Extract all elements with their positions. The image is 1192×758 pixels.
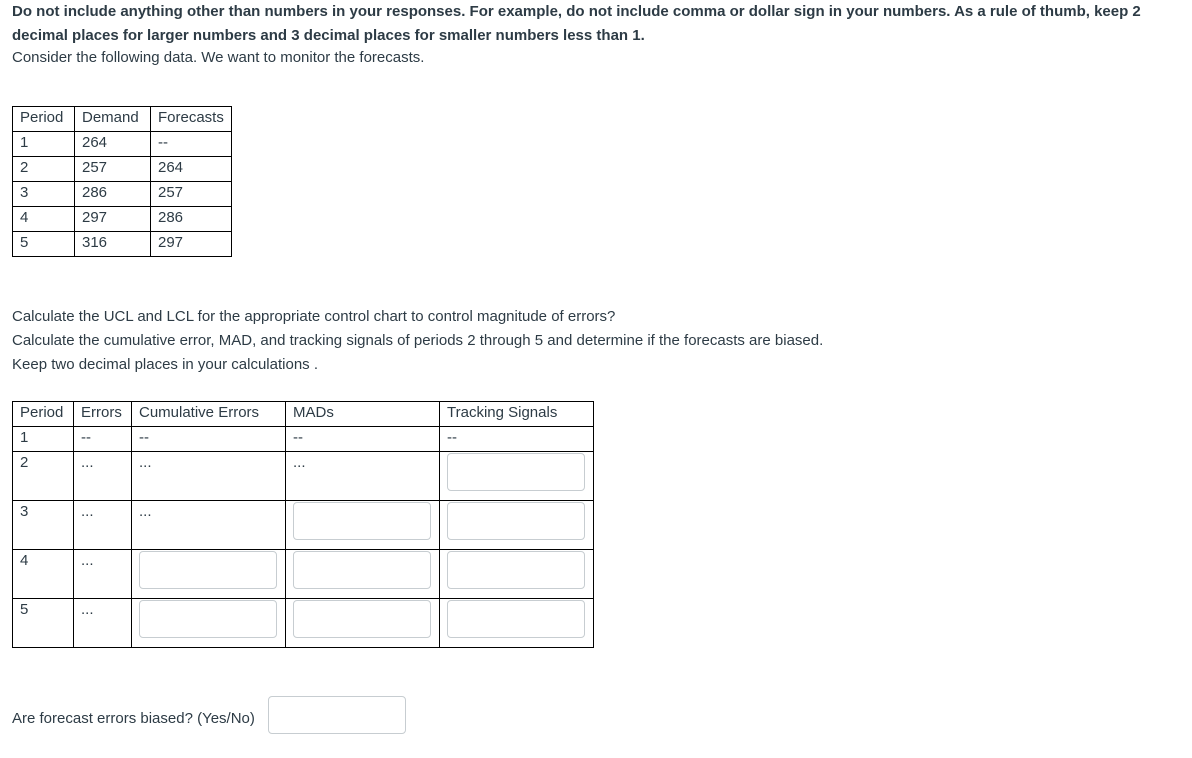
period-cell: 4 (13, 550, 74, 599)
period-cell: 1 (13, 427, 74, 452)
forecast-cell: 257 (151, 182, 232, 207)
period-cell: 5 (13, 232, 75, 257)
cumulative-errors-input-period-5[interactable] (139, 600, 277, 638)
mad-input-period-4[interactable] (293, 551, 431, 589)
demand-cell: 297 (75, 207, 151, 232)
table-header-row (13, 107, 232, 132)
demand-forecast-table (12, 106, 232, 257)
column-header: Errors (74, 402, 132, 427)
tracking-signal-cell (440, 599, 594, 648)
table-row (13, 132, 232, 157)
demand-cell: 257 (75, 157, 151, 182)
mad-cell (286, 550, 440, 599)
period-cell: 5 (13, 599, 74, 648)
errors-cell: ... (74, 550, 132, 599)
table-row (13, 599, 594, 648)
mad-cell (286, 501, 440, 550)
tracking-signal-cell (440, 550, 594, 599)
bias-answer-input[interactable] (268, 696, 406, 734)
forecast-cell: -- (151, 132, 232, 157)
period-cell: 2 (13, 452, 74, 501)
table-header-row (13, 402, 594, 427)
mad-cell: ... (286, 452, 440, 501)
tracking-signal-cell: -- (440, 427, 594, 452)
column-header: Period (13, 402, 74, 427)
tracking-signal-input-period-3[interactable] (447, 502, 585, 540)
question-tracking: Calculate the cumulative error, MAD, and tracking signals of periods 2 through 5 and determine if the forecasts are biased. (12, 332, 824, 349)
bias-question-label: Are forecast errors biased? (Yes/No) (12, 710, 255, 727)
table-row (13, 232, 232, 257)
mad-input-period-3[interactable] (293, 502, 431, 540)
tracking-signal-input-period-4[interactable] (447, 551, 585, 589)
forecast-cell: 286 (151, 207, 232, 232)
column-header: Period (13, 107, 75, 132)
mad-cell (286, 599, 440, 648)
answer-table (12, 401, 594, 648)
column-header: Demand (75, 107, 151, 132)
period-cell: 3 (13, 501, 74, 550)
question-decimals: Keep two decimal places in your calculations . (12, 356, 318, 373)
forecast-cell: 264 (151, 157, 232, 182)
demand-cell: 286 (75, 182, 151, 207)
forecast-cell: 297 (151, 232, 232, 257)
errors-cell: ... (74, 599, 132, 648)
period-cell: 1 (13, 132, 75, 157)
intro-text: Consider the following data. We want to monitor the forecasts. (12, 49, 425, 66)
demand-cell: 264 (75, 132, 151, 157)
column-header: MADs (286, 402, 440, 427)
errors-cell: -- (74, 427, 132, 452)
table-row (13, 501, 594, 550)
instructions-text: Do not include anything other than numbers in your responses. For example, do not include comma or dollar sign in your numbers. As a rule of thumb, keep 2 decimal places for larger numbers and 3 decimal places for smaller numbers less than 1. (12, 3, 1141, 44)
period-cell: 3 (13, 182, 75, 207)
errors-cell: ... (74, 501, 132, 550)
column-header: Forecasts (151, 107, 232, 132)
column-header: Cumulative Errors (132, 402, 286, 427)
table-row (13, 427, 594, 452)
period-cell: 2 (13, 157, 75, 182)
errors-cell: ... (74, 452, 132, 501)
tracking-signal-cell (440, 501, 594, 550)
column-header: Tracking Signals (440, 402, 594, 427)
period-cell: 4 (13, 207, 75, 232)
table-row (13, 157, 232, 182)
cumulative-errors-cell (132, 550, 286, 599)
table-row (13, 452, 594, 501)
table-row (13, 550, 594, 599)
table-row (13, 207, 232, 232)
cumulative-errors-cell: ... (132, 501, 286, 550)
mad-cell: -- (286, 427, 440, 452)
tracking-signal-cell (440, 452, 594, 501)
tracking-signal-input-period-5[interactable] (447, 600, 585, 638)
question-control-limits: Calculate the UCL and LCL for the appropriate control chart to control magnitude of errors? (12, 308, 616, 325)
mad-input-period-5[interactable] (293, 600, 431, 638)
table-row (13, 182, 232, 207)
demand-cell: 316 (75, 232, 151, 257)
tracking-signal-input-period-2[interactable] (447, 453, 585, 491)
cumulative-errors-cell (132, 599, 286, 648)
cumulative-errors-cell: -- (132, 427, 286, 452)
cumulative-errors-input-period-4[interactable] (139, 551, 277, 589)
cumulative-errors-cell: ... (132, 452, 286, 501)
